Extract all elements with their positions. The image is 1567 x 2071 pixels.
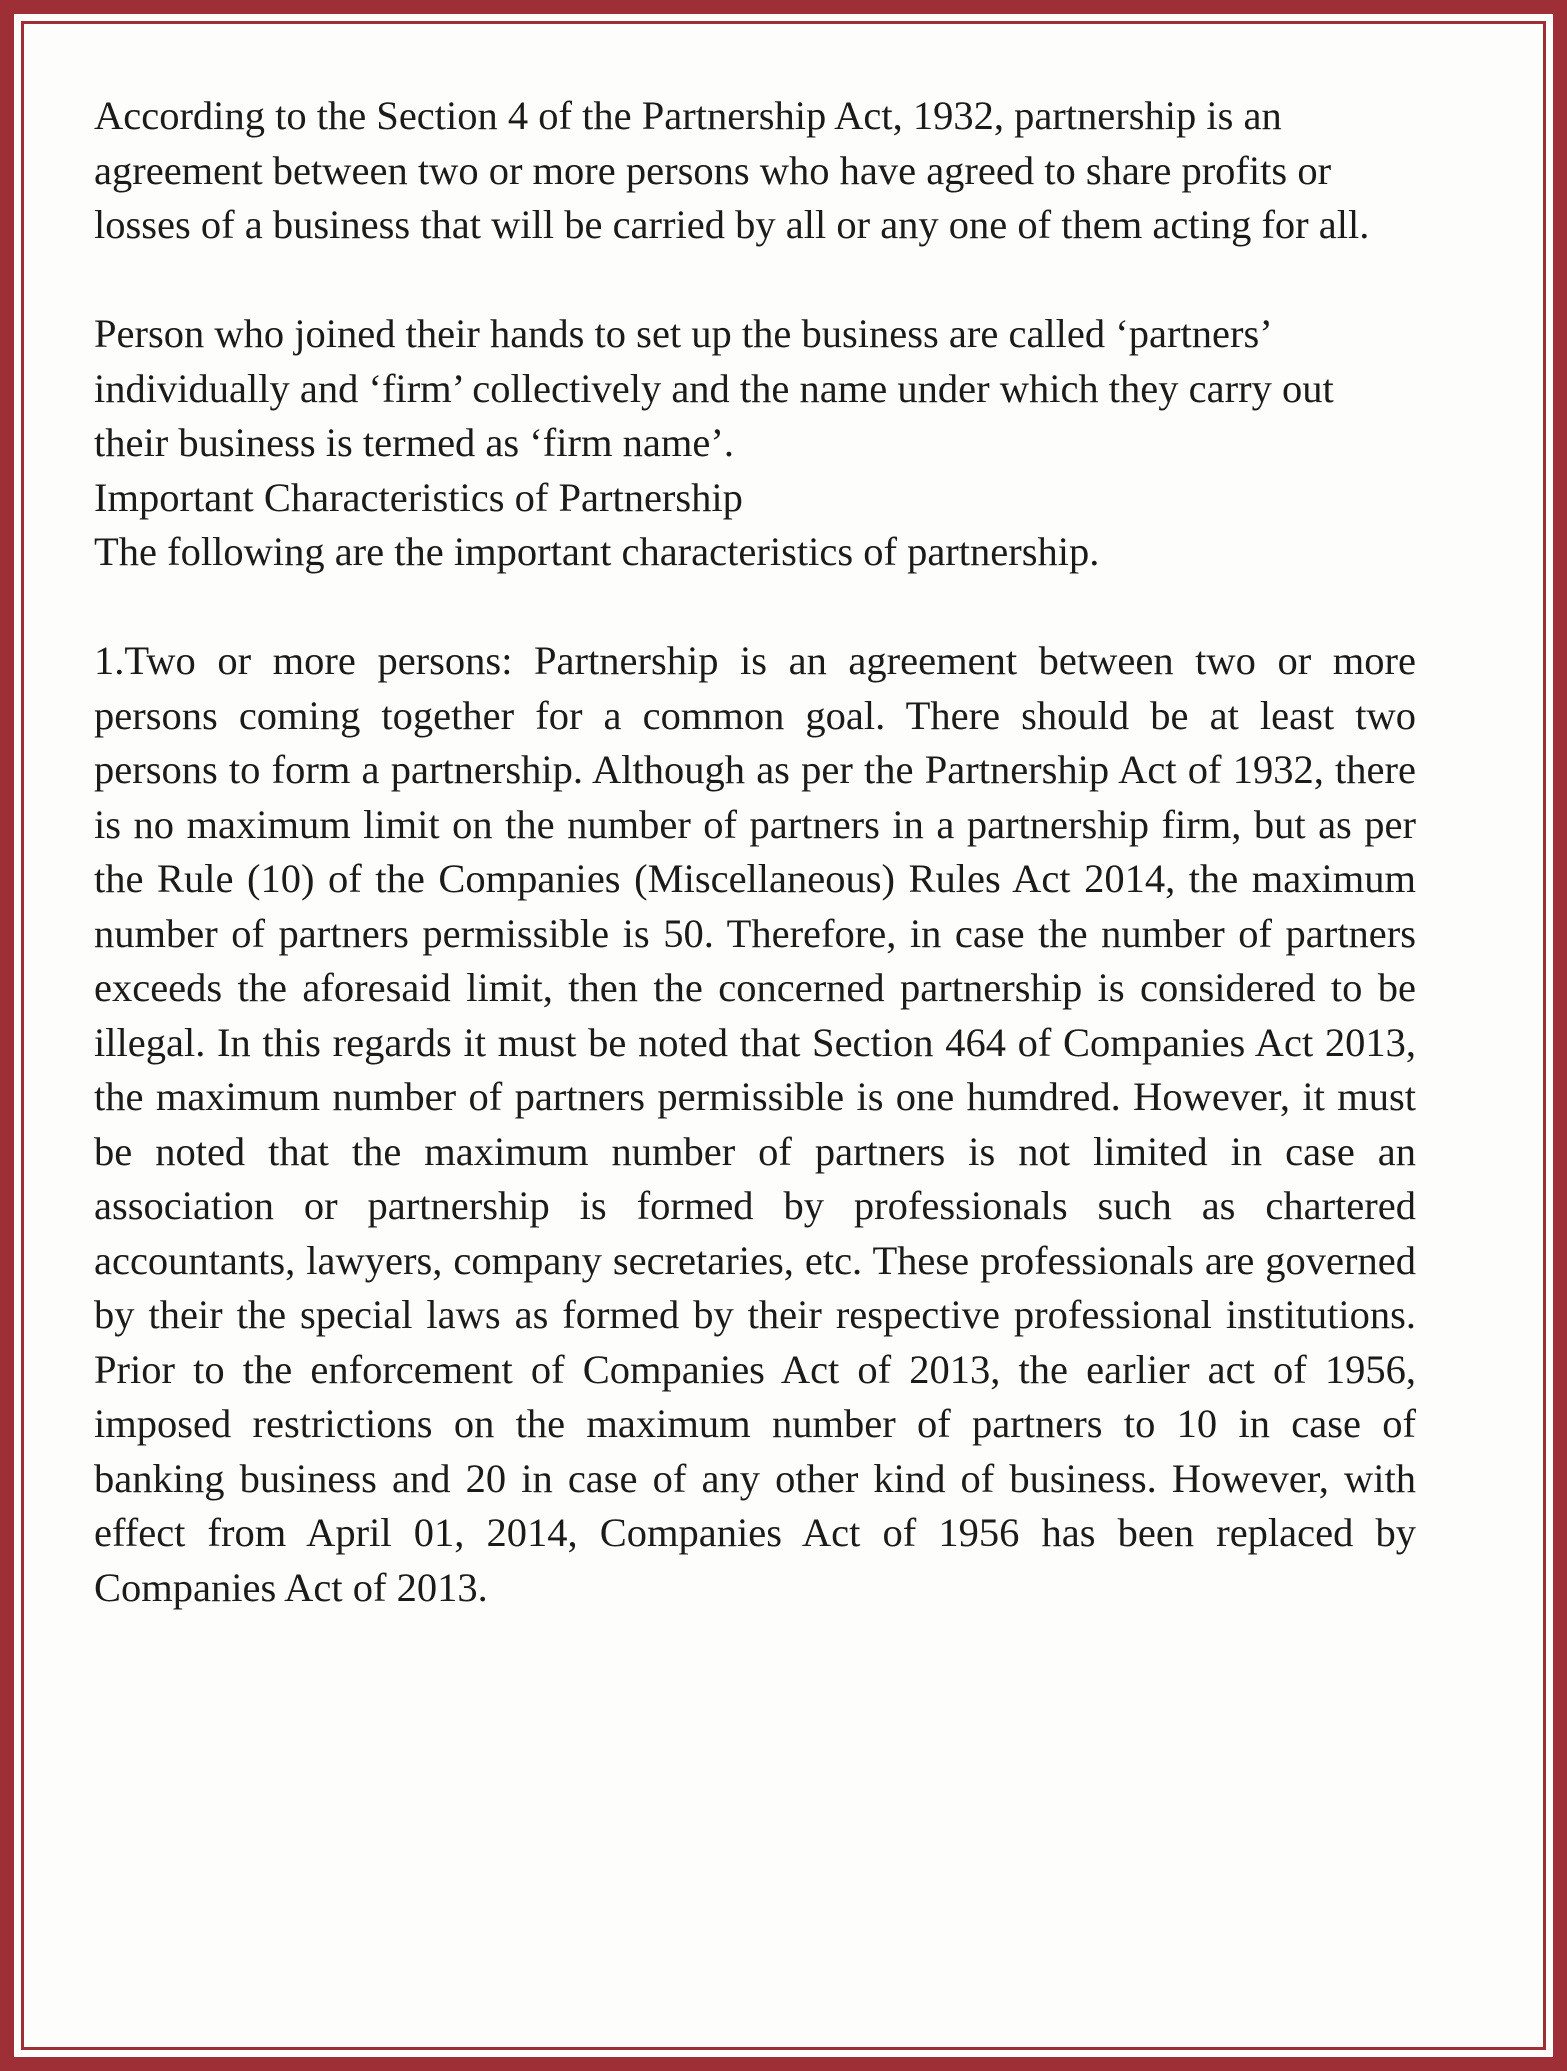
- document-sheet: [24, 24, 1543, 2047]
- document-text-body: [94, 89, 1416, 1615]
- paragraph-spacer: [94, 253, 1416, 308]
- frame-inner-gap: [14, 14, 1553, 2057]
- heading-important-characteristics: Important Characteristics of Partnership: [94, 474, 743, 520]
- paragraph-partners-firm: Person who joined their hands to set up the business are called ‘partners’ individually and ‘firm’ collectively and the name under which they carry out their business is termed as ‘firm name’.: [94, 311, 1334, 465]
- paragraph-spacer: [94, 580, 1416, 635]
- paragraph-following-characteristics: The following are the important characteristics of partnership.: [94, 529, 1100, 574]
- frame-hairline-rule: [21, 21, 1546, 2050]
- paragraph-definition: According to the Section 4 of the Partnership Act, 1932, partnership is an agreement between two or more persons who have agreed to share profits or losses of a business that will be carried by all or any one of them acting for all.: [94, 93, 1370, 247]
- paragraph-item-1-two-or-more-persons: 1.Two or more persons: Partnership is an agreement between two or more persons coming together for a common goal. There should be at least two persons to form a partnership. Although as per the Partnership Act of 1932, there is no maximum limit on the number of partners in a partnership firm, but as per the Rule (10) of the Companies (Miscellaneous) Rules Act 2014, the maximum number of partners permissible is 50. Therefore, in case the number of partners exceeds the aforesaid limit, then the concerned partnership is considered to be illegal. In this regards it must be noted that Section 464 of Companies Act 2013, the maximum number of partners permissible is one humdred. However, it must be noted that the maximum number of partners is not limited in case an association or partnership is formed by professionals such as chartered accountants, lawyers, company secretaries, etc. These professionals are governed by their the special laws as formed by their respective professional institutions. Prior to the enforcement of Companies Act of 2013, the earlier act of 1956, imposed restrictions on the maximum number of partners to 10 in case of banking business and 20 in case of any other kind of business. However, with effect from April 01, 2014, Companies Act of 1956 has been replaced by Companies Act of 2013.: [94, 638, 1416, 1610]
